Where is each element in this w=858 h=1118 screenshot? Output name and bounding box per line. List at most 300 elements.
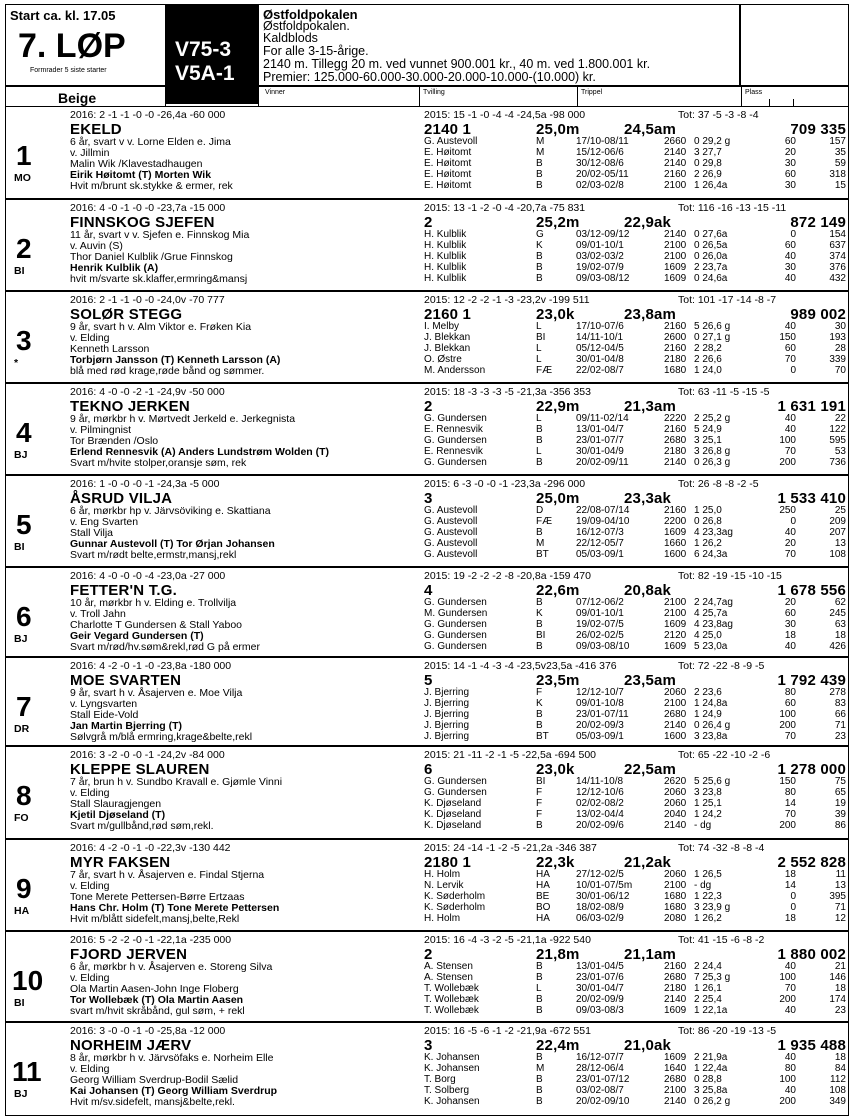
distance: 2100 (664, 698, 687, 709)
horse-name: SOLØR STEGG (70, 306, 183, 323)
date-race: 09/01-10/8 (576, 698, 624, 709)
horse-entry (5, 383, 849, 475)
track: L (536, 321, 542, 332)
track: B (536, 1074, 543, 1085)
earnings: 1 631 191 (777, 398, 846, 415)
track: M (536, 147, 545, 158)
race-prizes: Premier: 125.000-60.000-30.000-20.000-10.000-(10.000) kr. (263, 70, 596, 84)
place-time: 2 23,7a (694, 262, 728, 273)
start-number: 1 (16, 140, 32, 171)
stat-2015: 2015: 19 -2 -2 -2 -8 -20,8a -159 470 (424, 570, 591, 582)
place-time: 1 24,2 (694, 809, 722, 820)
record-2: 23,3ak (624, 490, 672, 507)
distance: 2160 (664, 505, 687, 516)
driver: E. Rennesvik (424, 424, 483, 435)
code-label: DR (14, 723, 30, 735)
odds: 20 (784, 597, 796, 608)
odds: 200 (779, 994, 796, 1005)
track: BE (536, 891, 550, 902)
code-label: BJ (14, 449, 28, 461)
prize: 245 (829, 608, 846, 619)
stat-total: Tot: 101 -17 -14 -8 -7 (678, 294, 777, 306)
record-1: 25,2m (536, 214, 580, 231)
info-line: 6 år, mørkbr hp v. Järvsöviking e. Skattiana (70, 505, 271, 517)
odds: 80 (784, 1063, 796, 1074)
place-time: 0 26,8 (694, 516, 722, 527)
driver: G. Austevoll (424, 516, 478, 527)
color-label: Beige (58, 90, 97, 106)
entry-divider (6, 383, 848, 384)
date-race: 09/01-10/1 (576, 240, 624, 251)
place-time: 5 24,9 (694, 424, 722, 435)
record-2: 22,9ak (624, 214, 672, 231)
info-line: Hvit m/sv.sidefelt, mansj&belte,rekl. (70, 1096, 235, 1108)
info-line: Stall Slauragjengen (70, 798, 162, 810)
distance: 2100 (664, 240, 687, 251)
place-time: 1 26,5 (694, 869, 722, 880)
distance: 1609 (664, 1052, 687, 1063)
horse-entry (5, 475, 849, 567)
distance: 2680 (664, 972, 687, 983)
track: B (536, 641, 543, 652)
prize: 13 (834, 538, 846, 549)
date-race: 03/02-08/7 (576, 1085, 624, 1096)
prize: 146 (829, 972, 846, 983)
place-time: 0 24,6a (694, 273, 728, 284)
date-race: 30/01-04/8 (576, 354, 624, 365)
distance: 1680 (664, 365, 687, 376)
track: BI (536, 630, 546, 641)
entry-divider (6, 746, 848, 747)
place-time: 3 23,9 g (694, 902, 731, 913)
date-race: 05/03-09/1 (576, 549, 624, 560)
date-race: 20/02-09/3 (576, 720, 624, 731)
odds: 0 (790, 902, 796, 913)
place-time: 1 22,4a (694, 1063, 728, 1074)
horse-name: FETTER'N T.G. (70, 582, 177, 599)
distance: 1609 (664, 262, 687, 273)
track: K (536, 240, 543, 251)
stat-2016: 2016: 2 -1 -1 -0 -0 -26,4a -60 000 (70, 109, 226, 121)
prize: 30 (834, 321, 846, 332)
date-race: 20/02-09/6 (576, 820, 624, 831)
stat-total: Tot: 116 -16 -13 -15 -11 (678, 202, 787, 214)
driver: T. Wollebæk (424, 994, 479, 1005)
prize: 23 (834, 731, 846, 742)
info-line: 6 år, mørkbr h v. Åsajerven e. Storeng Silva (70, 961, 273, 973)
odds: 150 (779, 776, 796, 787)
driver: H. Kulblik (424, 240, 467, 251)
distance: 1640 (664, 1063, 687, 1074)
info-line: v. Elding (70, 787, 110, 799)
odds: 70 (784, 983, 796, 994)
odds: 80 (784, 687, 796, 698)
prize: 374 (829, 251, 846, 262)
info-line: 9 år, svart h v. Alm Viktor e. Frøken Kia (70, 321, 252, 333)
distance: 2160 (664, 961, 687, 972)
info-line: blå med rød krage,røde bånd og sømmer. (70, 365, 265, 377)
place-time: 4 25,7a (694, 608, 728, 619)
entry-divider (6, 567, 848, 568)
prize: 86 (834, 820, 846, 831)
date-race: 05/03-09/1 (576, 731, 624, 742)
odds: 18 (784, 630, 796, 641)
distance: 2140 (664, 457, 687, 468)
odds: 60 (784, 698, 796, 709)
distance: 2140 (664, 229, 687, 240)
info-line: Hvit m/blått sidefelt,mansj,belte,Rekl (70, 913, 240, 925)
info-line: Svart m/hvite stolper,oransje søm, rek (70, 457, 247, 469)
race-info-box (258, 4, 740, 86)
distance: 2180 (664, 446, 687, 457)
earnings: 1 278 000 (777, 761, 846, 778)
date-race: 13/01-04/5 (576, 961, 624, 972)
date-race: 22/08-07/14 (576, 505, 630, 516)
driver: N. Lervik (424, 880, 464, 891)
horse-entry (5, 106, 849, 199)
odds: 60 (784, 343, 796, 354)
col-plass: Plass (745, 89, 763, 96)
track: L (536, 446, 542, 457)
horse-entry (5, 567, 849, 657)
record-1: 22,3k (536, 854, 575, 871)
track: B (536, 457, 543, 468)
stat-total: Tot: 86 -20 -19 -13 -5 (678, 1025, 777, 1037)
distance: 2100 (664, 597, 687, 608)
track: B (536, 1005, 543, 1016)
info-line: Svart m/gullbånd,rød søm,rekl. (70, 820, 214, 832)
driver: K. Søderholm (424, 902, 486, 913)
distance-track: 4 (424, 582, 433, 599)
date-race: 15/12-06/6 (576, 147, 624, 158)
driver: I. Melby (424, 321, 460, 332)
info-line: Ola Martin Aasen-John Inge Floberg (70, 983, 239, 995)
start-number: 2 (16, 233, 32, 264)
prize: 11 (835, 869, 846, 880)
stat-2015: 2015: 6 -3 -0 -0 -1 -23,3a -296 000 (424, 478, 586, 490)
stat-total: Tot: 74 -32 -8 -8 -4 (678, 842, 765, 854)
info-line: Geir Vegard Gundersen (T) (70, 630, 204, 642)
odds: 70 (784, 731, 796, 742)
place-time: 1 26,1 (694, 983, 722, 994)
earnings: 872 149 (790, 214, 846, 231)
distance: 2600 (664, 332, 687, 343)
distance-track: 2180 1 (424, 854, 472, 871)
driver: H. Kulblik (424, 251, 467, 262)
distance: 2200 (664, 516, 687, 527)
place-time: 5 25,6 g (694, 776, 731, 787)
info-line: Thor Daniel Kulblik /Grue Finnskog (70, 251, 233, 263)
prize: 19 (834, 798, 846, 809)
distance-track: 3 (424, 490, 433, 507)
prize: 21 (834, 961, 846, 972)
entry-divider (6, 1022, 848, 1023)
prize: 39 (834, 809, 846, 820)
distance: 2100 (664, 608, 687, 619)
distance-track: 2 (424, 214, 433, 231)
distance: 2100 (664, 1085, 687, 1096)
odds: 0 (790, 891, 796, 902)
date-race: 05/12-04/5 (576, 343, 624, 354)
col-vinner: Vinner (265, 89, 286, 96)
prize: 318 (829, 169, 846, 180)
distance-track: 5 (424, 672, 433, 689)
date-race: 27/12-02/5 (576, 869, 624, 880)
distance: 2140 (664, 820, 687, 831)
stat-2016: 2016: 4 -0 -1 -0 -0 -23,7a -15 000 (70, 202, 226, 214)
horse-name: ÅSRUD VILJA (70, 490, 173, 507)
prize: 18 (834, 1052, 846, 1063)
odds: 200 (779, 820, 796, 831)
prize: 83 (834, 698, 846, 709)
track: B (536, 709, 543, 720)
driver: G. Gundersen (424, 630, 487, 641)
odds: 20 (784, 147, 796, 158)
date-race: 02/03-02/8 (576, 180, 624, 191)
record-1: 22,9m (536, 398, 580, 415)
odds: 70 (784, 446, 796, 457)
distance: 2160 (664, 424, 687, 435)
place-time: 3 26,8 g (694, 446, 731, 457)
race-breed: Kaldblods (263, 31, 318, 45)
driver: K. Søderholm (424, 891, 486, 902)
place-time: 1 25,0 (694, 505, 722, 516)
horse-name: MOE SVARTEN (70, 672, 182, 689)
stat-total: Tot: 41 -15 -6 -8 -2 (678, 934, 765, 946)
prize: 193 (829, 332, 846, 343)
place-time: - dg (694, 820, 712, 831)
odds: 40 (784, 641, 796, 652)
place-time: 4 23,8ag (694, 619, 733, 630)
track: B (536, 972, 543, 983)
race-eligibility: For alle 3-15-årige. (263, 44, 369, 58)
track: BI (536, 776, 546, 787)
prize: 66 (834, 709, 846, 720)
driver: G. Gundersen (424, 776, 487, 787)
prize: 63 (834, 619, 846, 630)
bet-type-v5: V5A-1 (175, 62, 235, 85)
prize: 207 (829, 527, 846, 538)
info-line: Gunnar Austevoll (T) Tor Ørjan Johansen (70, 538, 275, 550)
odds: 14 (784, 880, 796, 891)
place-time: 1 24,9 (694, 709, 722, 720)
bet-type-box (166, 4, 258, 104)
distance-track: 6 (424, 761, 433, 778)
info-line: Kjetil Djøseland (T) (70, 809, 166, 821)
place-time: - dg (694, 880, 712, 891)
date-race: 26/02-02/5 (576, 630, 624, 641)
track: HA (536, 913, 550, 924)
prize: 122 (829, 424, 846, 435)
horse-entry (5, 657, 849, 746)
distance: 2100 (664, 180, 687, 191)
horse-name: FJORD JERVEN (70, 946, 188, 963)
prize: 71 (834, 720, 846, 731)
place-time: 3 25,8a (694, 1085, 728, 1096)
place-time: 5 26,6 g (694, 321, 731, 332)
earnings: 1 792 439 (777, 672, 846, 689)
track: F (536, 809, 543, 820)
start-number: 9 (16, 873, 32, 904)
distance: 2680 (664, 709, 687, 720)
track: K (536, 698, 543, 709)
place-time: 1 25,1 (694, 798, 722, 809)
distance: 2140 (664, 994, 687, 1005)
record-1: 22,6m (536, 582, 580, 599)
track: B (536, 527, 543, 538)
driver: M. Gundersen (424, 608, 488, 619)
place-time: 1 22,3 (694, 891, 722, 902)
form-note: Formrader 5 siste starter (30, 67, 107, 74)
info-line: v. Pilmingnist (70, 424, 132, 436)
info-line: Svart m/rød/hv.søm&rekl,rød G på ermer (70, 641, 260, 653)
odds: 40 (784, 527, 796, 538)
date-race: 17/10-07/6 (576, 321, 624, 332)
odds: 0 (790, 229, 796, 240)
distance: 2180 (664, 983, 687, 994)
place-time: 0 26,0a (694, 251, 728, 262)
horse-entry (5, 746, 849, 839)
driver: J. Bjerring (424, 720, 470, 731)
odds: 30 (784, 180, 796, 191)
info-line: Hvit m/brunt sk.stykke & ermer, rek (70, 180, 233, 192)
track: BT (536, 731, 549, 742)
distance: 2100 (664, 880, 687, 891)
entry-divider (6, 839, 848, 840)
start-number: 7 (16, 691, 32, 722)
date-race: 13/01-04/7 (576, 424, 624, 435)
place-time: 3 25,1 (694, 435, 722, 446)
info-line: 7 år, svart h v. Åsajerven e. Findal Stjerna (70, 869, 265, 881)
place-time: 1 26,2 (694, 538, 722, 549)
distance: 1609 (664, 273, 687, 284)
odds: 18 (784, 913, 796, 924)
place-time: 6 24,3a (694, 549, 728, 560)
odds: 40 (784, 1005, 796, 1016)
prize: 112 (830, 1074, 846, 1085)
distance: 2180 (664, 354, 687, 365)
prize: 426 (829, 641, 846, 652)
driver: H. Holm (424, 869, 461, 880)
place-time: 1 24,0 (694, 365, 722, 376)
code-label: BI (14, 997, 25, 1009)
distance: 2060 (664, 869, 687, 880)
prize: 23 (834, 1005, 846, 1016)
info-line: Georg William Sverdrup-Bodil Sælid (70, 1074, 239, 1086)
entry-divider (6, 657, 848, 658)
date-race: 14/11-10/8 (576, 776, 624, 787)
info-line: 11 år, svart v v. Sjefen e. Finnskog Mia (70, 229, 250, 241)
prize: 75 (834, 776, 846, 787)
distance: 1680 (664, 891, 687, 902)
record-2: 21,0ak (624, 1037, 672, 1054)
odds: 14 (784, 798, 796, 809)
track: B (536, 251, 543, 262)
distance-track: 2140 1 (424, 121, 472, 138)
date-race: 18/02-08/9 (576, 902, 624, 913)
driver: G. Gundersen (424, 435, 487, 446)
odds: 150 (779, 332, 796, 343)
place-time: 0 27,1 g (694, 332, 731, 343)
start-time: Start ca. kl. 17.05 (10, 8, 116, 23)
track: B (536, 994, 543, 1005)
horse-name: FINNSKOG SJEFEN (70, 214, 215, 231)
info-line: Tor Brænden /Oslo (70, 435, 159, 447)
date-race: 20/02-05/11 (576, 169, 629, 180)
driver: J. Bjerring (424, 698, 470, 709)
prize: 65 (834, 787, 846, 798)
odds: 30 (784, 619, 796, 630)
info-line: Kai Johansen (T) Georg William Sverdrup (70, 1085, 278, 1097)
info-line: Stall Eide-Vold (70, 709, 139, 721)
place-time: 2 24,7ag (694, 597, 733, 608)
race-title: 7. LØP (18, 27, 126, 65)
date-race: 02/02-08/2 (576, 798, 624, 809)
odds: 100 (779, 709, 796, 720)
col-tvilling: Tvilling (423, 89, 445, 96)
prize: 349 (829, 1096, 846, 1107)
date-race: 20/02-09/11 (576, 457, 629, 468)
prize: 25 (834, 505, 846, 516)
stat-2015: 2015: 16 -5 -6 -1 -2 -21,9a -672 551 (424, 1025, 591, 1037)
info-line: svart m/hvit skråbånd, gul søm, + rekl (70, 1005, 245, 1017)
distance: 2660 (664, 136, 687, 147)
place-time: 1 26,2 (694, 913, 722, 924)
info-line: v. Elding (70, 1063, 110, 1075)
info-line: Hans Chr. Holm (T) Tone Merete Pettersen (70, 902, 280, 914)
date-race: 16/12-07/3 (576, 527, 624, 538)
track: B (536, 262, 543, 273)
driver: G. Austevoll (424, 136, 478, 147)
driver: T. Borg (424, 1074, 456, 1085)
prize: 12 (834, 913, 846, 924)
date-race: 22/02-08/7 (576, 365, 624, 376)
code-label: BJ (14, 633, 28, 645)
date-race: 30/01-06/12 (576, 891, 630, 902)
info-line: v. Auvin (S) (70, 240, 123, 252)
place-time: 0 27,6a (694, 229, 728, 240)
track: B (536, 424, 543, 435)
place-time: 0 29,2 g (694, 136, 731, 147)
info-line: v. Lyngsvarten (70, 698, 138, 710)
date-race: 19/09-04/10 (576, 516, 630, 527)
place-time: 2 21,9a (694, 1052, 728, 1063)
date-race: 12/12-10/7 (576, 687, 624, 698)
track: B (536, 820, 543, 831)
prize: 154 (829, 229, 846, 240)
driver: A. Stensen (424, 961, 473, 972)
prize: 209 (829, 516, 846, 527)
driver: H. Holm (424, 913, 461, 924)
prize: 70 (834, 365, 846, 376)
info-line: v. Jillmin (70, 147, 110, 159)
stat-2015: 2015: 12 -2 -2 -1 -3 -23,2v -199 511 (424, 294, 590, 306)
driver: M. Andersson (424, 365, 486, 376)
entry-divider (6, 475, 848, 476)
record-1: 22,4m (536, 1037, 580, 1054)
date-race: 09/03-08/3 (576, 1005, 624, 1016)
prize: 376 (829, 262, 846, 273)
driver: T. Wollebæk (424, 983, 479, 994)
date-race: 20/02-09/9 (576, 994, 624, 1005)
info-line: v. Eng Svarten (70, 516, 139, 528)
odds: 40 (784, 961, 796, 972)
stat-2015: 2015: 18 -3 -3 -3 -5 -21,3a -356 353 (424, 386, 591, 398)
stat-2016: 2016: 3 -0 -0 -1 -0 -25,8a -12 000 (70, 1025, 226, 1037)
odds: 20 (784, 538, 796, 549)
distance: 1609 (664, 619, 687, 630)
info-line: Stall Vilja (70, 527, 113, 539)
